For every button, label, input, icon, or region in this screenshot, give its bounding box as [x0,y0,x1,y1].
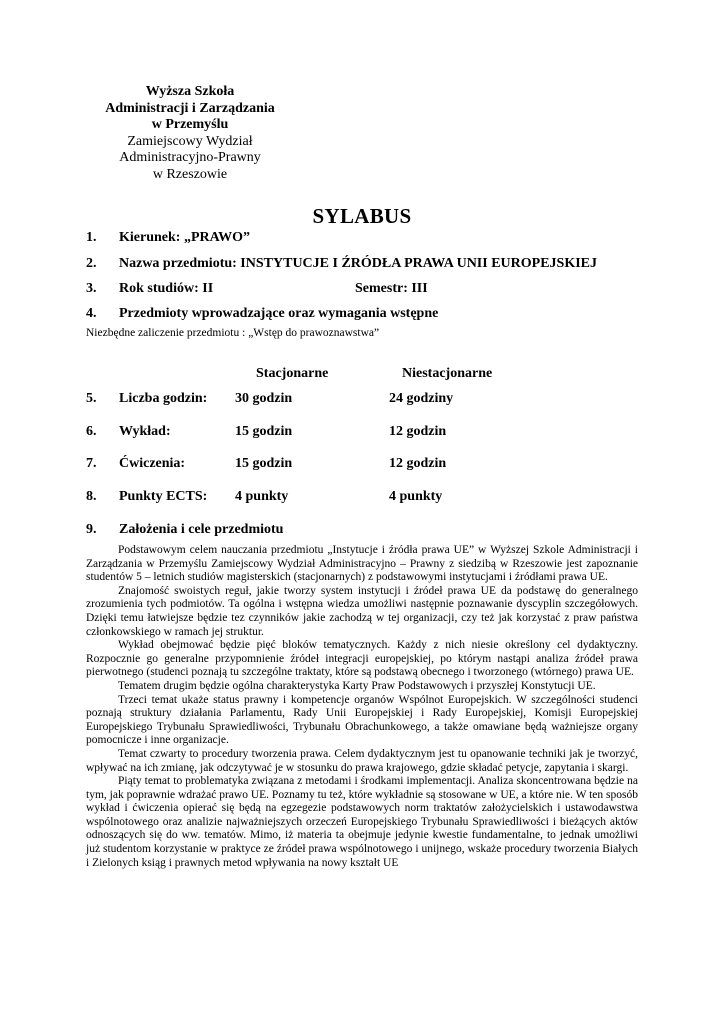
item-3-number: 3. [86,281,97,296]
paragraph: Piąty temat to problematyka związana z metodami i środkami implementacji. Analiza skoncentrowana będzie na tym, jak poprawnie wdrażać prawo UE. Poznamy tu też, które wykładnie są stosowane w UE, a które nie. W ten sposób wykład i ćwiczenia opierać się będą na egzegezie podstawowych norm traktatów założycielskich i ustawodawstwa wspólnotowego oraz analizie najważniejszych orzeczeń Europejskiego Trybunału Sprawiedliwości i bieżących aktów odnoszących się do ww. tematów. Mimo, iż materia ta obejmuje jedynie kwestie fundamentalne, to jednak umożliwi już studentom korzystanie w praktyce ze źródeł prawa wspólnotowego i unijnego, wskaże procedury tworzenia Białych i Zielonych ksiąg i prawnych metod wpływania na nowy kształt UE [86,775,638,869]
item-1-field-of-study: Kierunek: „PRAWO” [119,230,251,245]
row-stationary-value: 4 punkty [235,489,289,504]
item-3-year: Rok studiów: II [119,281,214,296]
item-4-prerequisites-heading: Przedmioty wprowadzające oraz wymagania wstępne [119,306,439,321]
objectives-body [86,544,638,870]
row-label: Punkty ECTS: [119,489,208,504]
column-header-stationary: Stacjonarne [256,366,329,381]
school-name-line-1: Wyższa Szkoła [145,84,235,99]
department-line-3: w Rzeszowie [152,166,228,182]
row-stationary-value: 15 godzin [235,424,293,439]
prerequisite-note: Niezbędne zaliczenie przedmiotu : „Wstęp do prawoznawstwa” [86,327,380,339]
school-name-line-3: w Przemyślu [151,117,229,132]
document-title: SYLABUS [312,204,412,228]
row-stationary-value: 15 godzin [235,456,293,471]
row-number: 8. [86,489,97,504]
paragraph: Temat czwarty to procedury tworzenia prawa. Celem dydaktycznym jest tu opanowanie techniki jak je tworzyć, wpływać na ich zmianę, jak odczytywać je w stosunku do prawa krajowego, gdzie składać petycje, zapytania i skargi. [86,747,638,774]
row-label: Ćwiczenia: [119,456,186,471]
row-extramural-value: 12 godzin [389,424,447,439]
column-header-extramural: Niestacjonarne [402,366,493,381]
item-9-number: 9. [86,522,97,537]
item-9-objectives-heading: Założenia i cele przedmiotu [119,522,284,537]
item-4-number: 4. [86,306,97,321]
row-label: Liczba godzin: [119,391,208,406]
row-extramural-value: 12 godzin [389,456,447,471]
department-line-1: Zamiejscowy Wydział [127,133,253,149]
item-2-number: 2. [86,256,97,271]
row-extramural-value: 4 punkty [389,489,443,504]
item-1-number: 1. [86,230,97,245]
paragraph: Trzeci temat ukaże status prawny i kompetencje organów Wspólnot Europejskich. W szczególności studenci poznają struktury działania Parlamentu, Rady Unii Europejskiej i Rady Europejskiej, Komisji Europejskiej Europejskiego Trybunału Sprawiedliwości, Trybunału Obrachunkowego, a także omawiane będą ważniejsze organy pomocnicze i inne organizacje. [86,693,638,747]
row-extramural-value: 24 godziny [389,391,454,406]
row-number: 6. [86,424,97,439]
paragraph: Znajomość swoistych reguł, jakie tworzy system instytucji i źródeł prawa UE da podstawę do generalnego zrozumienia tych podmiotów. Ta ogólna i wstępna wiedza umożliwi następnie poznawanie dyscyplin szczegółowych. Dzięki temu łatwiejsze będzie tez czynników jakie zachodzą w tej organizacji, czy też jak korzystać z praw państwa członkowskiego w ramach jej struktur. [86,584,638,638]
item-3-semester: Semestr: III [355,281,428,296]
paragraph: Podstawowym celem nauczania przedmiotu „Instytucje i źródła prawa UE” w Wyższej Szkole Administracji i Zarządzania w Przemyślu Zamiejscowy Wydział Administracyjno – Prawny z siedzibą w Rzeszowie jest zapoznanie studentów 5 – letnich studiów magisterskich (stacjonarnych) z podstawowymi instytucjami i źródłami prawa UE. [86,544,638,584]
school-name-line-2: Administracji i Zarządzania [105,100,275,116]
row-number: 5. [86,391,97,406]
row-stationary-value: 30 godzin [235,391,293,406]
paragraph: Wykład obejmować będzie pięć bloków tematycznych. Każdy z nich niesie określony cel dydaktyczny. Rozpocznie go generalne przypomnienie źródeł integracji europejskiej, po którym nastąpi analiza źródeł prawa pierwotnego (studenci poznają tu szczególne traktaty, które są podstawą obecnego i tworzonego (wtórnego) prawa UE. [86,639,638,679]
row-number: 7. [86,456,97,471]
paragraph: Tematem drugim będzie ogólna charakterystyka Karty Praw Podstawowych i przyszłej Konstytucji UE. [118,679,596,692]
department-line-2: Administracyjno-Prawny [119,150,261,165]
institution-header [80,84,300,183]
row-label: Wykład: [119,424,171,439]
item-2-course-name: Nazwa przedmiotu: INSTYTUCJE I ŹRÓDŁA PRAWA UNII EUROPEJSKIEJ [119,256,597,271]
